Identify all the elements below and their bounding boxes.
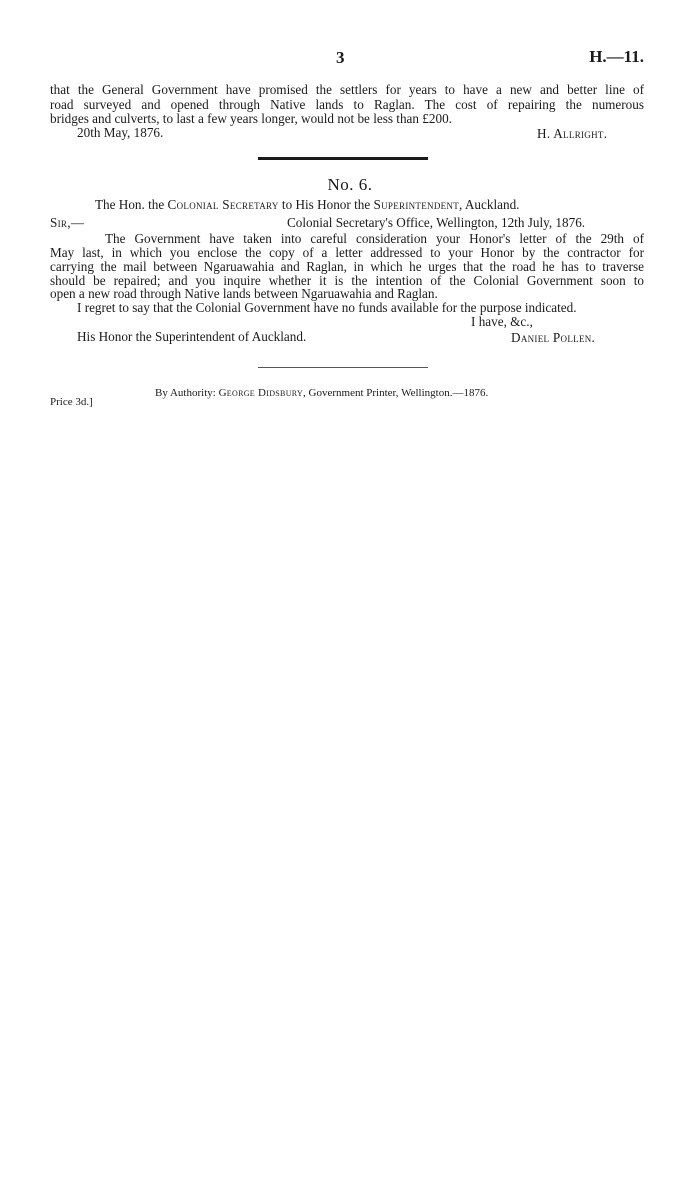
previous-letter-line-2: road surveyed and opened through Native lands to Raglan. The cost of repairing the numerous [50,97,644,112]
section-divider [258,157,428,160]
paragraph-1-line-5: open a new road through Native lands between Ngaruawahia and Raglan. [50,286,438,301]
page-number: 3 [336,48,345,67]
price: Price 3d.] [50,396,93,408]
imprint-suffix: , Government Printer, Wellington.—1876. [303,387,489,399]
sender-title: Colonial Secretary [167,197,279,212]
printer-imprint [155,387,488,399]
previous-letter-date: 20th May, 1876. [77,125,164,140]
imprint-name: George Didsbury [218,387,304,399]
footer-divider [258,367,428,368]
imprint-prefix: By Authority: [155,387,216,399]
letter-origin: Colonial Secretary's Office, Wellington, 12th July, 1876. [287,215,586,230]
paragraph-1-line-4: should be repaired; and you inquire whether it is the intention of the Colonial Government soon to [50,273,644,288]
paragraph-2: I regret to say that the Colonial Government have no funds available for the purpose indicated. [77,300,577,315]
paragraph-1-line-3: carrying the mail between Ngaruawahia and Raglan, in which he urges that the road he has to traverse [50,259,644,274]
previous-letter-line-3: bridges and culverts, to last a few years longer, would not be less than £200. [50,111,452,126]
letter-signature: Daniel Pollen. [511,330,596,345]
address-middle: to His Honor the [281,197,371,212]
address-prefix: The Hon. the [95,197,165,212]
paragraph-1-line-2: May last, in which you enclose the copy of a letter addressed to your Honor by the contractor for [50,245,644,260]
letter-number-heading: No. 6. [327,175,373,194]
document-reference: H.—11. [589,47,644,66]
letter-recipient: His Honor the Superintendent of Auckland. [77,329,307,344]
recipient-title: Superintendent [373,197,460,212]
address-suffix: , Auckland. [459,197,520,212]
previous-letter-signature: H. Allright. [537,126,608,141]
previous-letter-line-1: that the General Government have promised the settlers for years to have a new and better line of [50,82,644,97]
letter-address-line [95,198,519,213]
salutation: Sir,— [50,215,85,230]
paragraph-1-line-1: The Government have taken into careful consideration your Honor's letter of the 29th of [105,231,644,246]
closing: I have, &c., [471,314,533,329]
